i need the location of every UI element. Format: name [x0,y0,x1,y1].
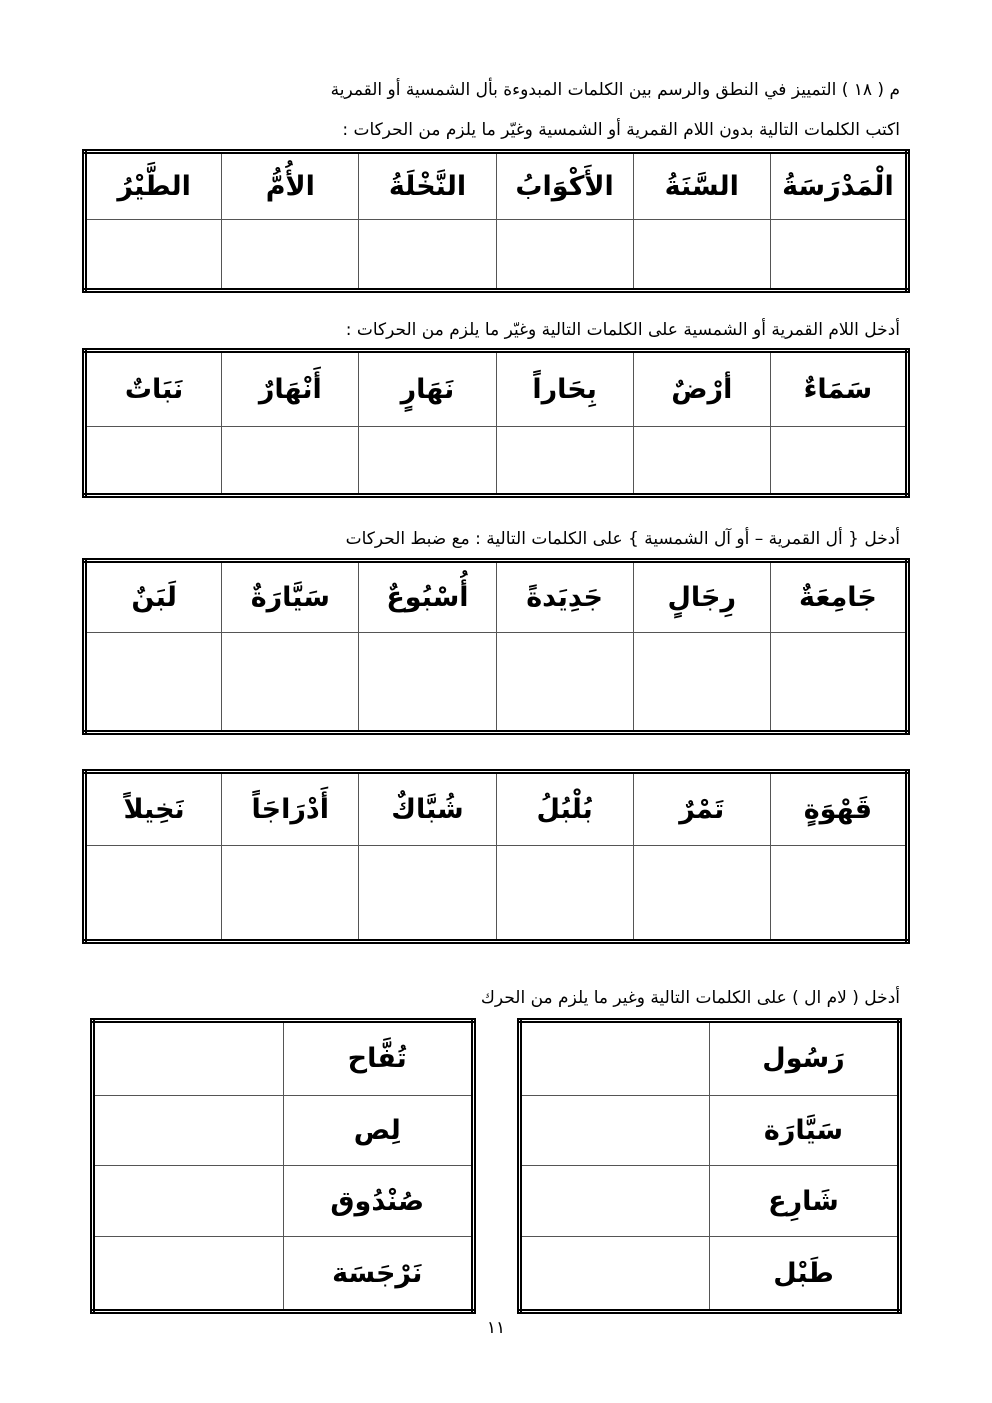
word-cell: بُلْبُلُ [496,772,633,846]
section4-instruction: أدخل ( لام ال ) على الكلمات التالية وغير ما يلزم من الحرك [480,988,900,1008]
answer-cell[interactable] [770,633,907,733]
word-cell: تَمْرٌ [633,772,770,846]
word-cell: أرْضٌ [633,351,770,427]
answer-cell[interactable] [222,633,359,733]
word-cell: طَبْل [710,1237,900,1312]
word-cell: نَخِيلاً [85,772,222,846]
answer-cell[interactable] [359,846,496,942]
section1-instruction: اكتب الكلمات التالية بدون اللام القمرية أو الشمسية وغيّر ما يلزم من الحركات : [342,120,900,140]
answer-cell[interactable] [770,220,907,291]
answer-cell[interactable] [770,427,907,496]
word-cell: الأُمُّ [222,152,359,220]
page-number: ١١ [486,1318,506,1338]
section1-table [82,149,910,293]
section2-instruction: أدخل اللام القمرية أو الشمسية على الكلمات التالية وغيّر ما يلزم من الحركات : [345,320,900,340]
section3-table-1 [82,558,910,735]
answer-cell[interactable] [633,633,770,733]
answer-cell[interactable] [520,1021,710,1096]
answer-cell[interactable] [93,1237,284,1312]
answer-cell[interactable] [520,1237,710,1312]
word-cell: لِص [283,1095,474,1166]
answer-cell[interactable] [770,846,907,942]
section3-table-2 [82,769,910,944]
word-cell: أَدْرَاجَاً [222,772,359,846]
answer-cell[interactable] [85,220,222,291]
word-cell: سَمَاءٌ [770,351,907,427]
word-cell: سَيَّارَةٌ [222,561,359,633]
word-cell: بِحَاراً [496,351,633,427]
answer-cell[interactable] [222,427,359,496]
section3-instruction: أدخل { أل القمرية – أو آل الشمسية } على الكلمات التالية : مع ضبط الحركات [345,529,900,549]
answer-cell[interactable] [496,633,633,733]
section4-table-right [517,1018,902,1314]
word-cell: جَدِيَدةً [496,561,633,633]
word-cell: الطَّيْرُ [85,152,222,220]
word-cell: نَبَاتٌ [85,351,222,427]
word-cell: الْمَدْرَسَةُ [770,152,907,220]
answer-cell[interactable] [222,846,359,942]
page-header: م ( ١٨ ) التمييز في النطق والرسم بين الكلمات المبدوءة بأل الشمسية أو القمرية [330,80,900,100]
answer-cell[interactable] [359,633,496,733]
word-cell: قَهْوَةٍ [770,772,907,846]
section4-table-left [90,1018,476,1314]
answer-cell[interactable] [633,220,770,291]
answer-cell[interactable] [93,1166,284,1237]
answer-cell[interactable] [496,427,633,496]
word-cell: رَسُول [710,1021,900,1096]
answer-cell[interactable] [222,220,359,291]
word-cell: صُنْدُوق [283,1166,474,1237]
answer-cell[interactable] [85,427,222,496]
word-cell: سَيَّارَة [710,1095,900,1166]
word-cell: أُسْبُوعٌ [359,561,496,633]
word-cell: شَارِع [710,1166,900,1237]
word-cell: لَبَنٌ [85,561,222,633]
answer-cell[interactable] [359,427,496,496]
word-cell: النَّخْلَةُ [359,152,496,220]
answer-cell[interactable] [496,220,633,291]
answer-cell[interactable] [520,1095,710,1166]
word-cell: نَهَارٍ [359,351,496,427]
word-cell: رِجَالٍ [633,561,770,633]
section2-table [82,348,910,498]
answer-cell[interactable] [633,427,770,496]
word-cell: جَامِعَةٌ [770,561,907,633]
answer-cell[interactable] [520,1166,710,1237]
answer-cell[interactable] [85,633,222,733]
answer-cell[interactable] [93,1095,284,1166]
answer-cell[interactable] [496,846,633,942]
answer-cell[interactable] [359,220,496,291]
word-cell: تُفَّاح [283,1021,474,1096]
word-cell: نَرْجَسَة [283,1237,474,1312]
word-cell: السَّنَةُ [633,152,770,220]
answer-cell[interactable] [633,846,770,942]
answer-cell[interactable] [93,1021,284,1096]
word-cell: أَنْهَارٌ [222,351,359,427]
answer-cell[interactable] [85,846,222,942]
word-cell: شُبَّاكٌ [359,772,496,846]
word-cell: الأَكْوَابُ [496,152,633,220]
